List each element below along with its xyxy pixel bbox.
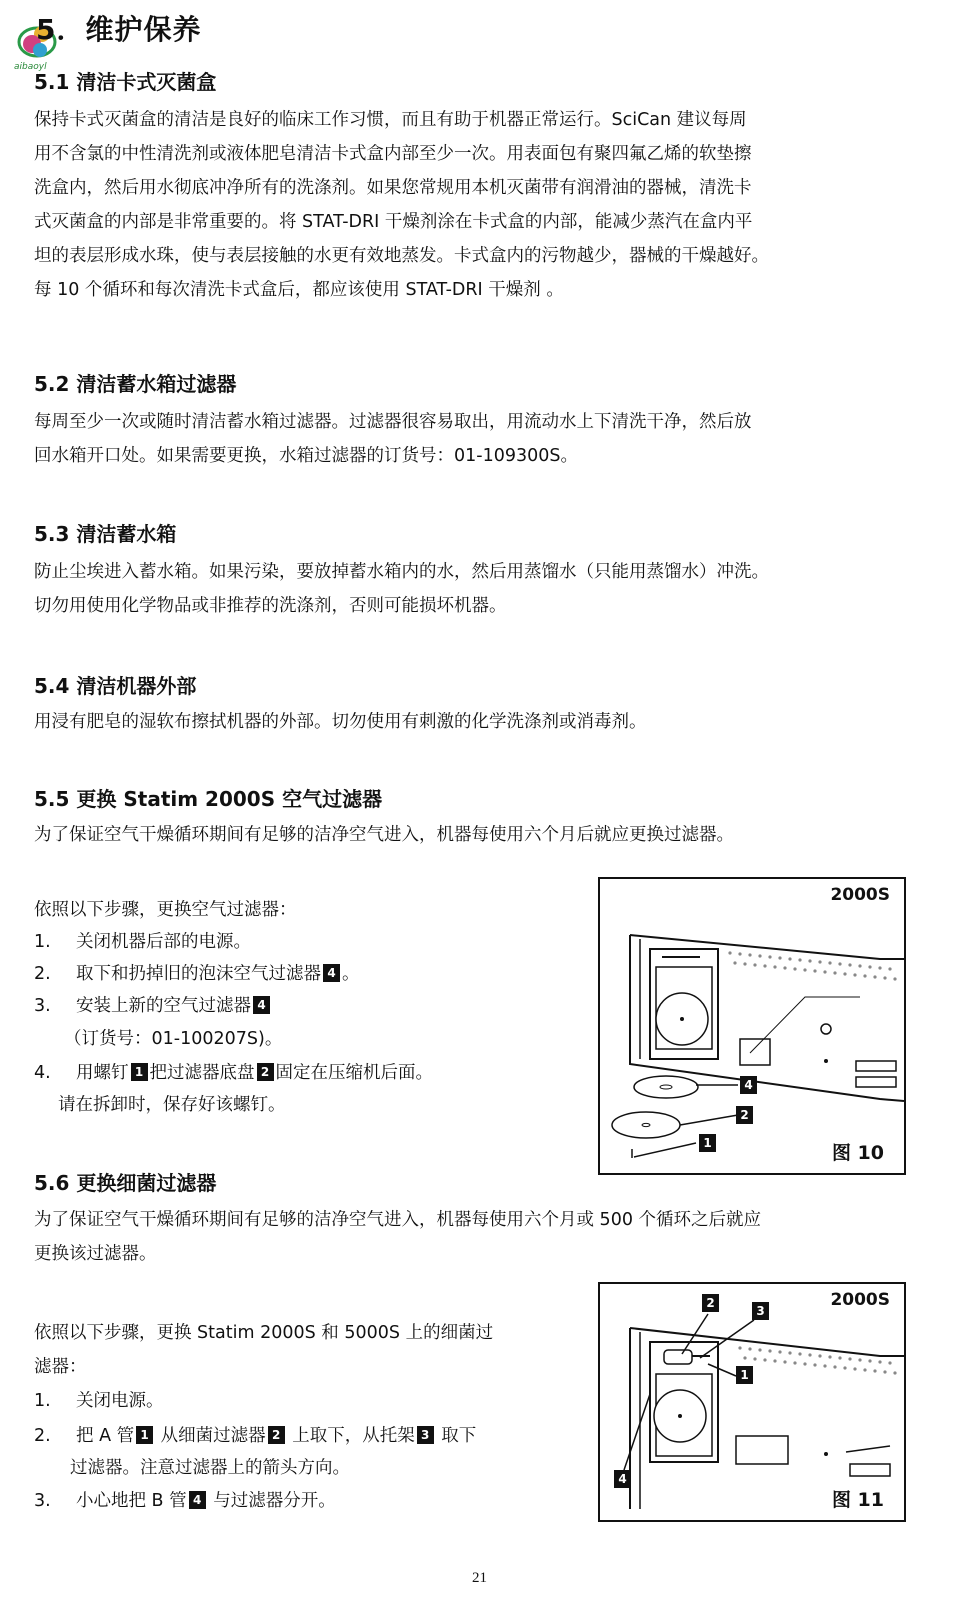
step-text: 关闭电源。 (76, 1391, 164, 1411)
step-text: 安装上新的空气过滤器 (76, 996, 251, 1016)
step-subtext: 请在拆卸时，保存好该螺钉。 (58, 1095, 286, 1115)
section-5-4-title: 5.4 清洁机器外部 (34, 674, 197, 698)
step-number: 3. (34, 1491, 51, 1511)
paragraph-line: 防止尘埃进入蓄水箱。如果污染，要放掉蓄水箱内的水，然后用蒸馏水（只能用蒸馏水）冲洗。 (34, 562, 769, 582)
step-text: 与过滤器分开。 (207, 1491, 336, 1511)
section-5-4-body (34, 705, 932, 739)
step-item (34, 927, 251, 957)
chapter-title: 5．维护保养 (36, 13, 202, 46)
paragraph-line: 切勿用使用化学物品或非推荐的洗涤剂，否则可能损坏机器。 (34, 596, 507, 616)
section-5-1-body (34, 103, 932, 307)
callout-badge: 2 (268, 1426, 285, 1444)
figure-10 (598, 877, 906, 1175)
paragraph-line: 回水箱开口处。如果需要更换，水箱过滤器的订货号：01-109300S。 (34, 446, 578, 466)
step-subtext: 过滤器。注意过滤器上的箭头方向。 (70, 1458, 350, 1478)
step-number: 1. (34, 932, 51, 952)
machine-illustration (600, 879, 904, 1173)
section-5-5-intro: 为了保证空气干燥循环期间有足够的洁净空气进入，机器每使用六个月后就应更换过滤器。 (34, 825, 734, 845)
logo-text: aibaoyl (14, 62, 47, 72)
step-text: 。 (342, 964, 360, 984)
figure-number-label: 图 10 (831, 1142, 884, 1164)
callout-badge: 2 (736, 1106, 753, 1124)
section-5-6-title: 5.6 更换细菌过滤器 (34, 1171, 217, 1195)
paragraph-line: 每 10 个循环和每次清洗卡式盒后，都应该使用 STAT-DRI 干燥剂 。 (34, 280, 564, 300)
step-text: 上取下，从托架 (286, 1426, 415, 1446)
section-5-2-title: 5.2 清洁蓄水箱过滤器 (34, 372, 237, 396)
paragraph-line: 更换该过滤器。 (34, 1244, 157, 1264)
callout-badge: 4 (323, 964, 340, 982)
step-number: 2. (34, 964, 51, 984)
step-number: 1. (34, 1391, 51, 1411)
callout-badge: 1 (736, 1366, 753, 1384)
callout-badge: 1 (699, 1134, 716, 1152)
paragraph-line: 保持卡式灭菌盒的清洁是良好的临床工作习惯，而且有助于机器正常运行。SciCan 建议每周 (34, 110, 747, 130)
callout-badge: 1 (136, 1426, 153, 1444)
figure-model-label: 2000S (830, 885, 890, 905)
figure-11 (598, 1282, 906, 1522)
step-text: 把过滤器底盘 (149, 1063, 255, 1083)
step-text: 关闭机器后部的电源。 (76, 932, 251, 952)
step-text: 小心地把 B 管 (76, 1491, 187, 1511)
step-text: 取下和扔掉旧的泡沫空气过滤器 (76, 964, 321, 984)
figure-model-label: 2000S (830, 1290, 890, 1310)
section-5-3-body (34, 555, 932, 623)
callout-badge: 4 (740, 1076, 757, 1094)
step-item (34, 991, 272, 1021)
paragraph-line: 洗盒内，然后用水彻底冲净所有的洗涤剂。如果您常规用本机灭菌带有润滑油的器械，清洗卡 (34, 178, 752, 198)
steps-intro: 依照以下步骤，更换空气过滤器： (34, 900, 297, 920)
callout-badge: 3 (752, 1302, 769, 1320)
section-5-3-title: 5.3 清洁蓄水箱 (34, 522, 177, 546)
step-item (34, 959, 360, 989)
step-item (34, 1058, 433, 1088)
step-text: 从细菌过滤器 (155, 1426, 266, 1446)
callout-badge: 4 (614, 1470, 631, 1488)
step-text: 把 A 管 (76, 1426, 135, 1446)
steps-intro: 依照以下步骤，更换 Statim 2000S 和 5000S 上的细菌过 (34, 1323, 494, 1343)
callout-badge: 3 (417, 1426, 434, 1444)
figure-number-label: 图 11 (831, 1489, 884, 1511)
step-subtext: （订货号：01-100207S)。 (64, 1029, 283, 1049)
paragraph-line: 为了保证空气干燥循环期间有足够的洁净空气进入，机器每使用六个月或 500 个循环之后就应 (34, 1210, 762, 1230)
page-number: 21 (472, 1570, 487, 1586)
callout-badge: 2 (257, 1063, 274, 1081)
step-number: 4. (34, 1063, 51, 1083)
section-5-6-body (34, 1203, 932, 1271)
step-item (34, 1386, 164, 1416)
paragraph-line: 坦的表层形成水珠，使与表层接触的水更有效地蒸发。卡式盒内的污物越少，器械的干燥越好。 (34, 246, 769, 266)
paragraph-line: 用不含氯的中性清洗剂或液体肥皂清洁卡式盒内部至少一次。用表面包有聚四氟乙烯的软垫擦 (34, 144, 752, 164)
step-item (34, 1486, 336, 1516)
step-number: 3. (34, 996, 51, 1016)
step-item (34, 1421, 476, 1451)
callout-badge: 1 (131, 1063, 148, 1081)
callout-badge: 2 (702, 1294, 719, 1312)
callout-badge: 4 (189, 1491, 206, 1509)
paragraph-line: 用浸有肥皂的湿软布擦拭机器的外部。切勿使用有刺激的化学洗涤剂或消毒剂。 (34, 712, 647, 732)
section-5-5-title: 5.5 更换 Statim 2000S 空气过滤器 (34, 787, 383, 811)
step-text: 固定在压缩机后面。 (275, 1063, 433, 1083)
step-text: 取下 (435, 1426, 477, 1446)
paragraph-line: 式灭菌盒的内部是非常重要的。将 STAT-DRI 干燥剂涂在卡式盒的内部，能减少蒸汽在盒内平 (34, 212, 753, 232)
step-text: 用螺钉 (76, 1063, 129, 1083)
paragraph-line: 每周至少一次或随时清洁蓄水箱过滤器。过滤器很容易取出，用流动水上下清洗干净，然后放 (34, 412, 752, 432)
steps-intro: 滤器： (34, 1357, 87, 1377)
step-number: 2. (34, 1426, 51, 1446)
callout-badge: 4 (253, 996, 270, 1014)
section-5-2-body (34, 405, 932, 473)
section-5-1-title: 5.1 清洁卡式灭菌盒 (34, 70, 217, 94)
